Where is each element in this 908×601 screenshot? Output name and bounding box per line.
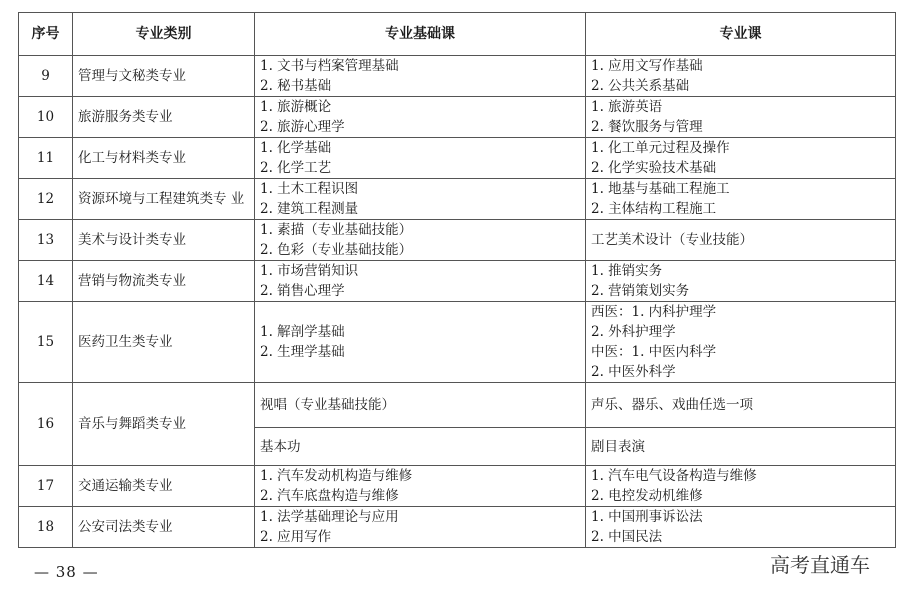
header-category: 专业类别 xyxy=(73,13,255,56)
major-course-line: 剧目表演 xyxy=(591,438,645,455)
basic-course-line: 1. 旅游概论 xyxy=(260,99,332,115)
basic-course-line: 2. 建筑工程测量 xyxy=(260,201,359,217)
major-courses-cell xyxy=(586,507,896,548)
table-row xyxy=(19,466,896,507)
row-number: 14 xyxy=(19,261,73,302)
watermark-text: 高考直通车 xyxy=(770,553,870,577)
major-course-line: 2. 外科护理学 xyxy=(591,324,676,340)
major-course-line: 2. 化学实验技术基础 xyxy=(591,160,717,176)
category-cell: 旅游服务类专业 xyxy=(73,97,255,138)
major-course-line: 1. 推销实务 xyxy=(591,263,663,279)
major-course-line: 1. 旅游英语 xyxy=(591,99,663,115)
header-major-courses: 专业课 xyxy=(586,13,896,56)
row-number: 10 xyxy=(19,97,73,138)
basic-course-line: 1. 土木工程识图 xyxy=(260,181,359,197)
basic-courses-cell xyxy=(255,383,586,428)
basic-course-line: 1. 解剖学基础 xyxy=(260,324,345,340)
major-course-line: 2. 主体结构工程施工 xyxy=(591,201,717,217)
table-row xyxy=(19,507,896,548)
row-number: 15 xyxy=(19,302,73,383)
table-body xyxy=(19,56,896,548)
table-row xyxy=(19,56,896,97)
major-courses-cell xyxy=(586,428,896,466)
table-row xyxy=(19,97,896,138)
major-courses-cell xyxy=(586,56,896,97)
major-course-line: 2. 电控发动机维修 xyxy=(591,488,703,504)
category-cell: 化工与材料类专业 xyxy=(73,138,255,179)
major-courses-cell xyxy=(586,220,896,261)
table-row xyxy=(19,261,896,302)
major-course-line: 1. 化工单元过程及操作 xyxy=(591,140,730,156)
basic-course-line: 1. 化学基础 xyxy=(260,140,332,156)
category-cell: 交通运输类专业 xyxy=(73,466,255,507)
basic-courses-cell xyxy=(255,138,586,179)
row-number: 9 xyxy=(19,56,73,97)
category-cell: 医药卫生类专业 xyxy=(73,302,255,383)
row-number: 13 xyxy=(19,220,73,261)
major-course-line: 2. 公共关系基础 xyxy=(591,78,690,94)
category-cell: 美术与设计类专业 xyxy=(73,220,255,261)
basic-course-line: 2. 应用写作 xyxy=(260,529,332,545)
basic-courses-cell xyxy=(255,507,586,548)
major-courses-cell xyxy=(586,383,896,428)
basic-courses-cell xyxy=(255,56,586,97)
page-number: — 38 — xyxy=(34,563,99,581)
row-number: 16 xyxy=(19,383,73,466)
major-course-line: 声乐、器乐、戏曲任选一项 xyxy=(591,397,753,413)
category-cell: 管理与文秘类专业 xyxy=(73,56,255,97)
basic-course-line: 2. 旅游心理学 xyxy=(260,119,345,135)
basic-courses-cell xyxy=(255,261,586,302)
table-row xyxy=(19,220,896,261)
header-basic-courses: 专业基础课 xyxy=(255,13,586,56)
major-course-line: 1. 应用文写作基础 xyxy=(591,58,703,74)
basic-course-line: 1. 法学基础理论与应用 xyxy=(260,509,399,525)
major-courses-cell xyxy=(586,97,896,138)
category-cell: 音乐与舞蹈类专业 xyxy=(73,383,255,466)
basic-courses-cell xyxy=(255,220,586,261)
table-row xyxy=(19,138,896,179)
major-courses-cell xyxy=(586,466,896,507)
basic-course-line: 2. 生理学基础 xyxy=(260,344,345,360)
basic-courses-cell xyxy=(255,302,586,383)
basic-course-line: 视唱（专业基础技能） xyxy=(260,397,395,413)
table-row xyxy=(19,302,896,383)
basic-course-line: 1. 市场营销知识 xyxy=(260,263,359,279)
major-course-line: 2. 营销策划实务 xyxy=(591,283,690,299)
major-course-line: 西医：1. 内科护理学 xyxy=(591,304,717,320)
major-course-line: 工艺美术设计（专业技能） xyxy=(591,232,753,248)
major-courses-cell xyxy=(586,138,896,179)
major-course-line: 中医：1. 中医内科学 xyxy=(591,344,717,360)
basic-courses-cell xyxy=(255,97,586,138)
basic-course-line: 基本功 xyxy=(260,438,301,455)
major-courses-cell xyxy=(586,302,896,383)
table-row xyxy=(19,383,896,428)
basic-course-line: 2. 秘书基础 xyxy=(260,78,332,94)
header-seq: 序号 xyxy=(19,13,73,56)
row-number: 12 xyxy=(19,179,73,220)
major-course-line: 2. 中医外科学 xyxy=(591,364,676,380)
basic-courses-cell xyxy=(255,428,586,466)
basic-course-line: 1. 汽车发动机构造与维修 xyxy=(260,468,413,484)
row-number: 17 xyxy=(19,466,73,507)
major-courses-cell xyxy=(586,261,896,302)
category-cell: 资源环境与工程建筑类专 业 xyxy=(73,179,255,220)
curriculum-table xyxy=(18,12,896,548)
major-course-line: 2. 餐饮服务与管理 xyxy=(591,119,703,135)
basic-courses-cell xyxy=(255,466,586,507)
category-cell: 公安司法类专业 xyxy=(73,507,255,548)
row-number: 18 xyxy=(19,507,73,548)
major-course-line: 1. 汽车电气设备构造与维修 xyxy=(591,468,757,484)
major-course-line: 1. 地基与基础工程施工 xyxy=(591,181,730,197)
basic-course-line: 2. 化学工艺 xyxy=(260,160,332,176)
basic-courses-cell xyxy=(255,179,586,220)
major-course-line: 1. 中国刑事诉讼法 xyxy=(591,509,703,525)
category-cell: 营销与物流类专业 xyxy=(73,261,255,302)
table-header-row xyxy=(19,13,896,56)
table-row xyxy=(19,179,896,220)
row-number: 11 xyxy=(19,138,73,179)
basic-course-line: 2. 销售心理学 xyxy=(260,283,345,299)
basic-course-line: 2. 汽车底盘构造与维修 xyxy=(260,488,399,504)
basic-course-line: 1. 文书与档案管理基础 xyxy=(260,58,399,74)
basic-course-line: 1. 素描（专业基础技能） xyxy=(260,222,413,238)
major-course-line: 2. 中国民法 xyxy=(591,529,663,545)
basic-course-line: 2. 色彩（专业基础技能） xyxy=(260,242,413,258)
major-courses-cell xyxy=(586,179,896,220)
